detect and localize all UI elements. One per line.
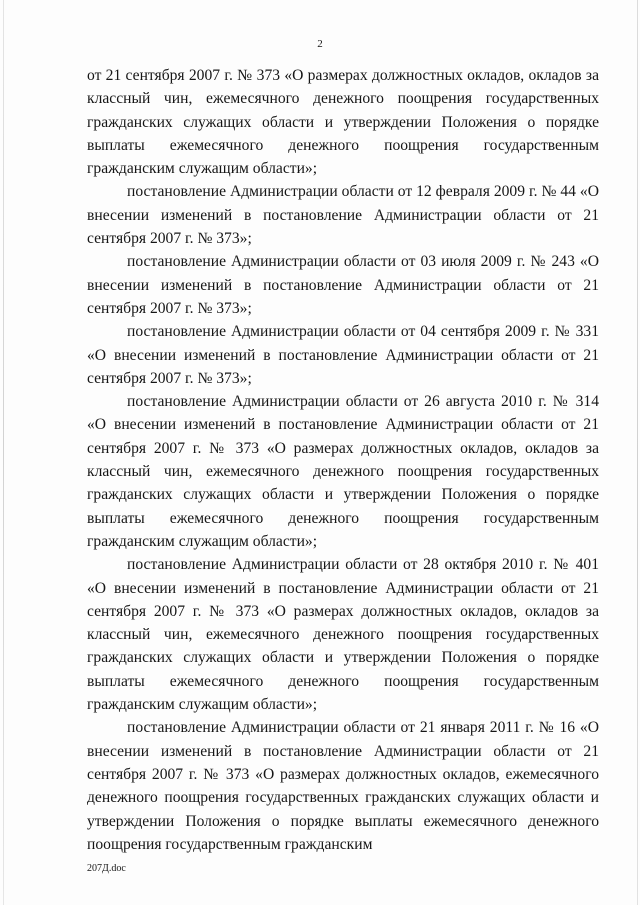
page-number: 2: [317, 38, 323, 50]
paragraph-resolution-401: постановление Администрации области от 28 октября 2010 г. № 401 «О внесении изменений в постановление Администрации области от 21 сентября 2007 г. № 373 «О размерах должностных окладов, окладов за классный чин, ежемесячного денежного поощрения государственных гражданских служащих области и утверждении Положения о порядке выплаты ежемесячного денежного поощрения государственным гражданским служащим области»;: [87, 556, 599, 714]
scan-edge-left: [3, 0, 4, 905]
paragraph-resolution-16: постановление Администрации области от 21 января 2011 г. № 16 «О внесении изменений в постановление Администрации области от 21 сентября 2007 г. № 373 «О размерах должностных окладов, ежемесячного денежного поощрения государственных гражданских служащих области и утверждении Положения о порядке выплаты ежемесячного денежного поощрения государственным гражданским: [87, 719, 599, 853]
paragraph-resolution-331: постановление Администрации области от 04 сентября 2009 г. № 331 «О внесении изменений в постановление Администрации области от 21 сентября 2007 г. № 373»;: [87, 323, 599, 387]
scan-edge-right: [637, 0, 638, 905]
paragraph-resolution-243: постановление Администрации области от 03 июля 2009 г. № 243 «О внесении изменений в постановление Администрации области от 21 сентября 2007 г. № 373»;: [87, 253, 599, 317]
paragraph-resolution-314: постановление Администрации области от 26 августа 2010 г. № 314 «О внесении изменений в постановление Администрации области от 21 сентября 2007 г. № 373 «О размерах должностных окладов, окладов за классный чин, ежемесячного денежного поощрения государственных гражданских служащих области и утверждении Положения о порядке выплаты ежемесячного денежного поощрения государственным гражданским служащим области»;: [87, 393, 599, 550]
file-name-footer: 207Д.doc: [87, 863, 126, 874]
paragraph-continuation: от 21 сентября 2007 г. № 373 «О размерах должностных окладов, окладов за классный чин, ежемесячного денежного поощрения государственных гражданских служащих области и утверждении Положения о порядке выплаты ежемесячного денежного поощрения государственным гражданским служащим области»;: [87, 67, 599, 178]
document-body: [87, 64, 599, 856]
paragraph-resolution-44: постановление Администрации области от 12 февраля 2009 г. № 44 «О внесении изменений в постановление Администрации области от 21 сентября 2007 г. № 373»;: [87, 183, 599, 248]
